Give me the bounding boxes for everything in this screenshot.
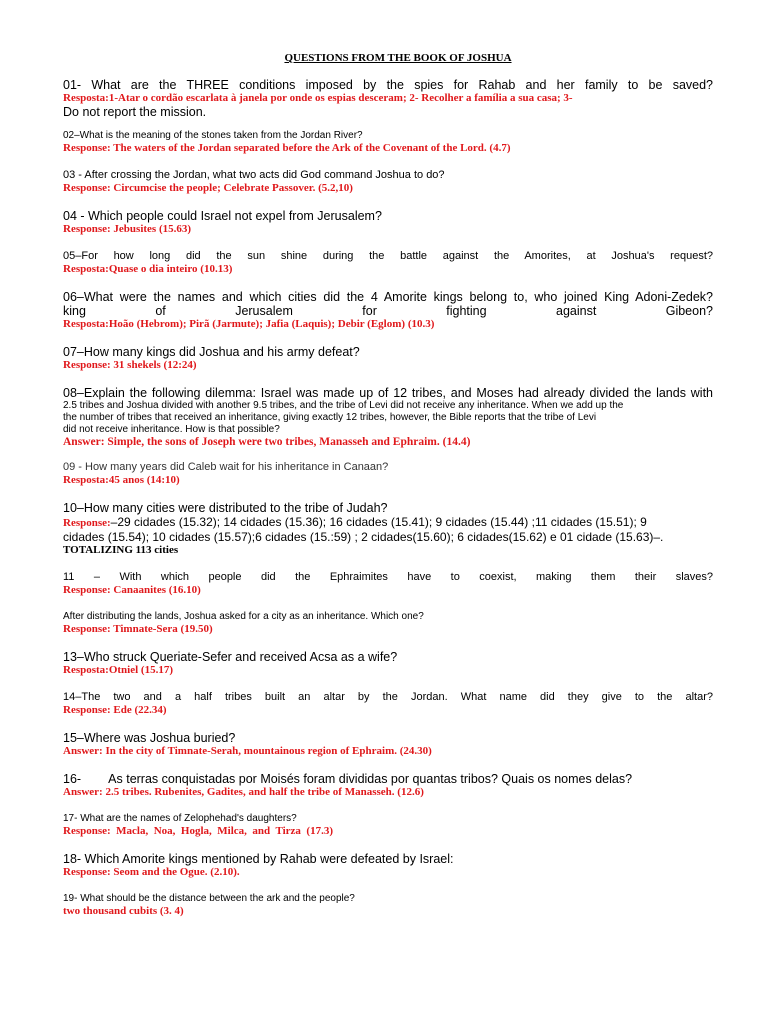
question-block-06: [63, 290, 713, 331]
question-text-line-2: king of Jerusalem for fighting against Gibeon?: [63, 304, 713, 318]
answer-text: Resposta:1-Atar o cordão escarlata à janela por onde os espias desceram; 2- Recolher a família a sua casa; 3-: [63, 92, 573, 104]
question-text-line: did not receive inheritance. How is that possible?: [63, 424, 280, 435]
question-text: After distributing the lands, Joshua asked for a city as an inheritance. Which one?: [63, 611, 424, 622]
answer-text: Answer: In the city of Timnate-Serah, mountainous region of Ephraim. (24.30): [63, 745, 432, 757]
answer-text: Response: Jebusites (15.63): [63, 223, 192, 235]
question-text: 19- What should be the distance between the ark and the people?: [63, 893, 355, 904]
question-block-05: [63, 250, 713, 276]
question-block-15: [63, 731, 713, 758]
question-text-line: 2.5 tribes and Joshua divided with another 9.5 tribes, and the tribe of Levi did not receive any inheritance. When we add up the: [63, 400, 624, 411]
question-text: 08–Explain the following dilemma: Israel was made up of 12 tribes, and Moses had already divided the lands with: [63, 386, 713, 400]
question-block-02: [63, 130, 713, 155]
answer-text: Response: The waters of the Jordan separated before the Ark of the Covenant of the Lord. (4.7): [63, 142, 511, 154]
answer-text: Resposta:Hoão (Hebrom); Pirã (Jarmute); Jafia (Laquis); Debir (Eglom) (10.3): [63, 318, 435, 330]
question-block-07: [63, 345, 713, 372]
question-text: 16- As terras conquistadas por Moisés foram divididas por quantas tribos? Quais os nomes delas?: [63, 772, 633, 786]
answer-text: Response: 31 shekels (12:24): [63, 359, 197, 371]
answer-label: Response:: [63, 517, 111, 529]
answer-text: Answer: Simple, the sons of Joseph were two tribes, Manasseh and Ephraim. (14.4): [63, 436, 471, 448]
question-block-16: [63, 772, 713, 799]
answer-text: Response: Macla, Noa, Hogla, Milca, and Tirza (17.3): [63, 825, 333, 837]
question-block-03: [63, 169, 713, 195]
answer-text: Response: Timnate-Sera (19.50): [63, 623, 213, 635]
question-text: 10–How many cities were distributed to the tribe of Judah?: [63, 501, 388, 515]
answer-text: Response: Canaanites (16.10): [63, 584, 201, 596]
question-block-17: [63, 813, 713, 838]
question-text: 17- What are the names of Zelophehad's daughters?: [63, 813, 297, 824]
answer-text: Resposta:45 anos (14:10): [63, 474, 180, 486]
question-text: 06–What were the names and which cities did the 4 Amorite kings belong to, who joined King Adoni-Zedek?: [63, 290, 713, 304]
question-block-12: [63, 611, 713, 636]
question-block-10: [63, 501, 713, 557]
question-block-14: [63, 691, 713, 717]
question-text: 03 - After crossing the Jordan, what two acts did God command Joshua to do?: [63, 169, 445, 181]
answer-text: Response: Circumcise the people; Celebrate Passover. (5.2,10): [63, 182, 353, 194]
question-text: 07–How many kings did Joshua and his army defeat?: [63, 345, 360, 359]
answer-text: Answer: 2.5 tribes. Rubenites, Gadites, and half the tribe of Manasseh. (12.6): [63, 786, 424, 798]
question-block-01: [63, 78, 713, 119]
question-text: 13–Who struck Queriate-Sefer and received Acsa as a wife?: [63, 650, 398, 664]
answer-text: Response: Seom and the Ogue. (2.10).: [63, 866, 240, 878]
question-text: 18- Which Amorite kings mentioned by Rahab were defeated by Israel:: [63, 852, 454, 866]
question-text: 11 – With which people did the Ephraimites have to coexist, making them their slaves?: [63, 571, 713, 583]
document-page: [63, 52, 713, 918]
question-block-13: [63, 650, 713, 677]
question-text: 04 - Which people could Israel not expel from Jerusalem?: [63, 209, 382, 223]
question-block-04: [63, 209, 713, 236]
question-text: 05–For how long did the sun shine during the battle against the Amorites, at Joshua's request?: [63, 250, 713, 262]
question-text-line: the number of tribes that received an inheritance, giving exactly 12 tribes, however, the Bible reports that the tribe of Levi: [63, 412, 597, 423]
question-text: 14–The two and a half tribes built an altar by the Jordan. What name did they give to the altar?: [63, 691, 713, 703]
question-block-09: [63, 461, 713, 487]
answer-text: [63, 515, 713, 530]
question-block-18: [63, 852, 713, 879]
question-block-19: [63, 893, 713, 918]
answer-text: Resposta:Otniel (15.17): [63, 664, 173, 676]
question-text: 09 - How many years did Caleb wait for his inheritance in Canaan?: [63, 461, 389, 473]
answer-text: Resposta:Quase o dia inteiro (10.13): [63, 263, 233, 275]
document-title: QUESTIONS FROM THE BOOK OF JOSHUA: [284, 52, 512, 64]
answer-text: Response: Ede (22.34): [63, 704, 167, 716]
question-block-11: [63, 571, 713, 597]
answer-line-2: cidades (15.54); 10 cidades (15.57);6 cidades (15.:59) ; 2 cidades(15.60); 6 cidades(15.62) e 01 cidade (15.63)–.: [63, 530, 664, 544]
answer-continuation: Do not report the mission.: [63, 105, 207, 119]
answer-rest: –29 cidades (15.32); 14 cidades (15.36); 16 cidades (15.41); 9 cidades (15.44) ;11 cidades (15.51); 9: [110, 515, 647, 529]
question-text: 01- What are the THREE conditions imposed by the spies for Rahab and her family to be saved?: [63, 78, 713, 92]
question-text: 15–Where was Joshua buried?: [63, 731, 236, 745]
question-text: 02–What is the meaning of the stones taken from the Jordan River?: [63, 130, 363, 141]
answer-text: two thousand cubits (3. 4): [63, 905, 184, 917]
question-block-08: [63, 386, 713, 449]
answer-total: TOTALIZING 113 cities: [63, 544, 179, 556]
